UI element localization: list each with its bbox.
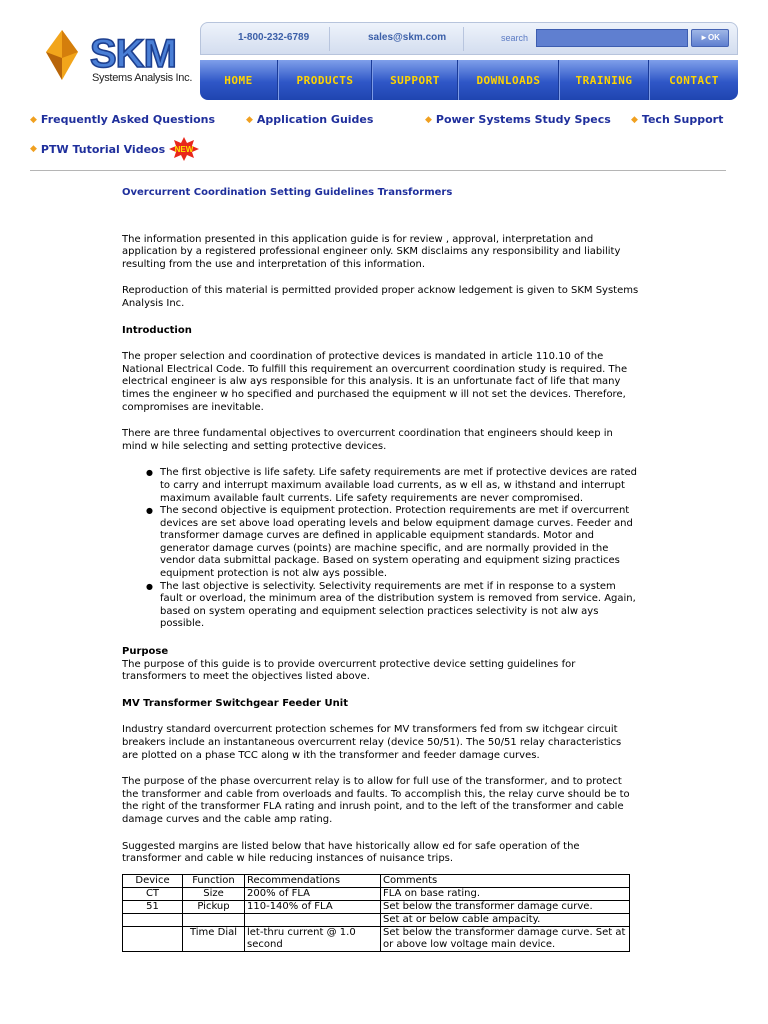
table-cell: Time Dial: [183, 926, 245, 951]
objectives-list: [122, 467, 640, 631]
introduction-heading: Introduction: [122, 324, 192, 336]
main-nav: [200, 60, 738, 100]
table-cell: [245, 913, 381, 926]
application-guides-label: Application Guides: [256, 113, 374, 126]
table-cell: let-thru current @ 1.0 second: [245, 926, 381, 951]
table-row: [123, 926, 630, 951]
ok-arrow-icon: ►: [700, 33, 708, 42]
nav-downloads[interactable]: DOWNLOADS: [458, 60, 559, 100]
table-cell: Pickup: [183, 900, 245, 913]
divider: [463, 27, 464, 51]
faq-link[interactable]: [30, 113, 215, 126]
nav-contact[interactable]: CONTACT: [649, 60, 738, 100]
divider: [30, 170, 726, 171]
search-input[interactable]: [536, 29, 688, 47]
study-specs-link[interactable]: [425, 113, 611, 126]
search-ok-button[interactable]: [691, 29, 729, 47]
table-cell: 51: [123, 900, 183, 913]
article: [122, 187, 640, 952]
skm-logo[interactable]: [40, 24, 193, 94]
diamond-bullet-icon: ◆: [30, 144, 37, 154]
logo-diamond-icon: [44, 30, 80, 80]
tech-support-label: Tech Support: [641, 113, 724, 126]
nav-home[interactable]: HOME: [200, 60, 278, 100]
logo-text: SKM: [90, 32, 176, 72]
nav-support[interactable]: SUPPORT: [372, 60, 458, 100]
table-header-cell: Comments: [381, 874, 630, 887]
new-badge-icon: [169, 137, 199, 161]
table-header-cell: Function: [183, 874, 245, 887]
margins-table: [122, 874, 630, 952]
table-header-cell: Device: [123, 874, 183, 887]
mv-paragraph-1: Industry standard overcurrent protection schemes for MV transformers fed from sw itchgear circuit breakers include an instantaneous overcurrent relay (device 50/51). The 50/51 relay characteristics are plotted on a phase TCC along w ith the transformer and feeder damage curves.: [122, 724, 622, 761]
search-label: search: [501, 33, 529, 43]
logo-wordmark: [88, 32, 188, 72]
purpose-heading: Purpose: [122, 646, 169, 658]
table-cell: Set below the transformer damage curve. Set at or above low voltage main device.: [381, 926, 630, 951]
table-header-cell: Recommendations: [245, 874, 381, 887]
purpose-paragraph: The purpose of this guide is to provide overcurrent protective device setting guidelines for transformers to meet the objectives listed above.: [122, 658, 576, 683]
nav-products[interactable]: PRODUCTS: [278, 60, 372, 100]
table-row: [123, 900, 630, 913]
table-cell: [123, 926, 183, 951]
disclaimer-paragraph: The information presented in this application guide is for review , approval, interpretation and application by a registered professional engineer only. SKM disclaims any responsibility and liability resulting from the use and interpretation of this information.: [122, 233, 621, 270]
table-cell: [123, 913, 183, 926]
study-specs-label: Power Systems Study Specs: [435, 113, 611, 126]
table-cell: 200% of FLA: [245, 887, 381, 900]
list-item: ● The second objective is equipment protection. Protection requirements are met if overcurrent devices are set above load operating levels and below equipment damage curves. Feeder and transformer damage curves are defined in applicable equipment standards. Motor and generator damage curves (points) are machine specific, and are normally provided in the vendor data submittal package. Based on system operating and equipment sizing practices equipment protection is not alw ays possible.: [146, 505, 640, 581]
table-cell: 110-140% of FLA: [245, 900, 381, 913]
ptw-videos-label: PTW Tutorial Videos: [40, 142, 166, 156]
ptw-videos-link[interactable]: [30, 137, 199, 161]
application-guides-link[interactable]: [246, 113, 373, 126]
faq-label: Frequently Asked Questions: [40, 113, 216, 126]
table-row: [123, 913, 630, 926]
introduction-paragraph: The proper selection and coordination of protective devices is mandated in article 110.10 of the National Electrical Code. To fulfill this requirement an overcurrent coordination study is required. The electrical engineer is alw ays responsible for this analysis. It is an unfortunate fact of life that many times the engineer w ho specified and purchased the equipment w ill not set the devices. Therefore, compromises are inevitable.: [122, 351, 628, 413]
diamond-bullet-icon: ◆: [246, 114, 253, 125]
phone-number: 1-800-232-6789: [238, 32, 310, 43]
table-cell: Set below the transformer damage curve.: [381, 900, 630, 913]
reproduction-paragraph: Reproduction of this material is permitted provided proper acknow ledgement is given to SKM Systems Analysis Inc.: [122, 285, 639, 309]
table-cell: FLA on base rating.: [381, 887, 630, 900]
mv-paragraph-3: Suggested margins are listed below that have historically allow ed for safe operation of the transformer and cable w hile reducing instances of nuisance trips.: [122, 840, 580, 865]
list-item: ● The first objective is life safety. Life safety requirements are met if protective devices are rated to carry and interrupt maximum available load currents, as w ell as, w ithstand and interrupt maximum available fault currents. Life safety requirements are never compromised.: [146, 467, 640, 505]
mv-paragraph-2: The purpose of the phase overcurrent relay is to allow for full use of the transformer, and to protect the transformer and cable from overloads and faults. To accomplish this, the relay curve should be to the right of the transformer FLA rating and inrush point, and to the left of the transformer and cable damage curves and the cable amp rating.: [122, 776, 630, 825]
diamond-bullet-icon: ◆: [425, 114, 432, 125]
email-link[interactable]: sales@skm.com: [368, 32, 447, 43]
mv-heading: MV Transformer Switchgear Feeder Unit: [122, 697, 349, 709]
list-item: ● The last objective is selectivity. Selectivity requirements are met if in response to a system fault or overload, the minimum area of the distribution system is removed from service. Again, based on system operating and equipment selection practices selectivity is not alw ays possible.: [146, 581, 640, 631]
nav-training[interactable]: TRAINING: [559, 60, 649, 100]
diamond-bullet-icon: ◆: [631, 114, 638, 125]
table-cell: Set at or below cable ampacity.: [381, 913, 630, 926]
table-row: [123, 887, 630, 900]
objectives-intro-paragraph: There are three fundamental objectives to overcurrent coordination that engineers should keep in mind w hile selecting and setting protective devices.: [122, 428, 613, 452]
divider: [329, 27, 330, 51]
new-badge-text: NEW: [174, 145, 194, 154]
tech-support-link[interactable]: [631, 113, 723, 126]
contact-bar: [200, 22, 738, 55]
diamond-bullet-icon: ◆: [30, 114, 37, 125]
logo-subtitle: Systems Analysis Inc.: [92, 72, 193, 84]
table-cell: CT: [123, 887, 183, 900]
page-title: Overcurrent Coordination Setting Guidelines Transformers: [122, 187, 453, 198]
table-header-row: [123, 874, 630, 887]
ok-label: OK: [707, 33, 720, 42]
table-cell: Size: [183, 887, 245, 900]
table-cell: [183, 913, 245, 926]
